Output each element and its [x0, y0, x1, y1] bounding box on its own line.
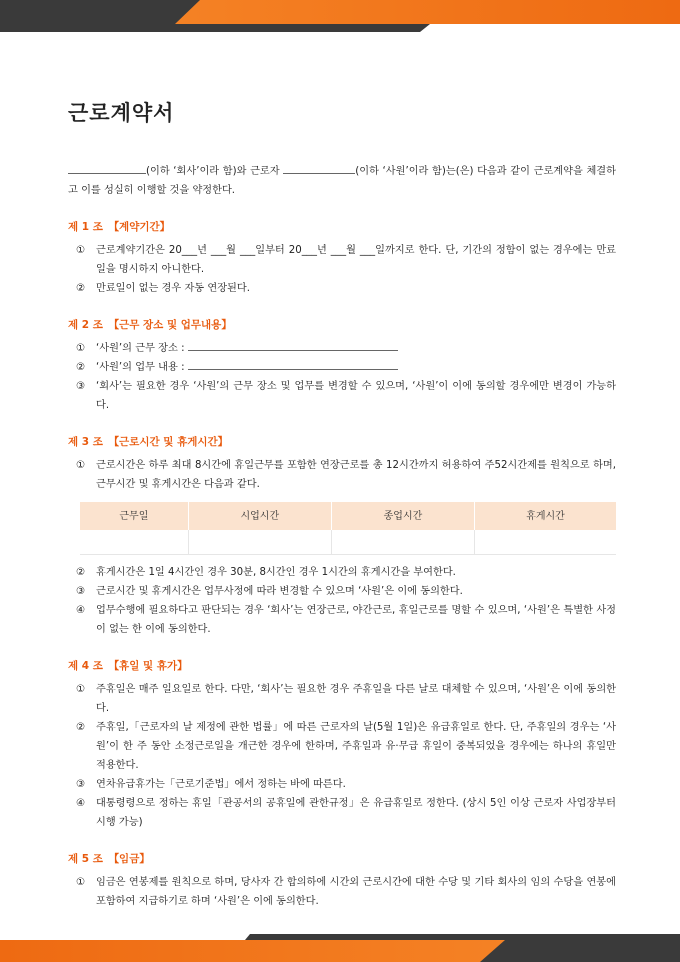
- list-item: ① ‘사원’의 근무 장소 :: [68, 339, 616, 358]
- list-item: ① 주휴일은 매주 일요일로 한다. 다만, ‘회사’는 필요한 경우 주휴일을 다른 날로 대체할 수 있으며, ‘사원’은 이에 동의한다.: [76, 684, 616, 714]
- workday-cell[interactable]: [80, 530, 188, 555]
- article-3: [68, 433, 616, 639]
- article-5-heading: 제 5 조 【임금】: [68, 853, 150, 865]
- article-5: [68, 850, 616, 911]
- work-hours-table: [80, 502, 616, 555]
- list-item: ② 만료일이 없는 경우 자동 연장된다.: [76, 283, 250, 294]
- top-decorative-bar: [0, 0, 680, 32]
- job-description-blank[interactable]: [188, 358, 398, 370]
- table-row: [80, 530, 616, 555]
- end-time-cell[interactable]: [331, 530, 474, 555]
- work-location-blank[interactable]: [188, 339, 398, 351]
- column-header: 종업시간: [331, 502, 474, 530]
- list-item: ② ‘사원’의 업무 내용 :: [68, 358, 616, 377]
- article-2: [68, 316, 616, 415]
- intro-paragraph: (이하 ‘회사’이라 함)와 근로자 (이하 ‘사원’이라 함)는(은) 다음과 같이 근로계약을 체결하고 이를 성실히 이행할 것을 약정한다.: [68, 162, 616, 200]
- article-4: [68, 657, 616, 832]
- article-2-heading: 제 2 조 【근무 장소 및 업무내용】: [68, 319, 232, 331]
- break-time-cell[interactable]: [475, 530, 616, 555]
- employee-name-blank[interactable]: [283, 162, 355, 174]
- column-header: 시업시간: [188, 502, 331, 530]
- list-item: ③ 연차유급휴가는「근로기준법」에서 정하는 바에 따른다.: [76, 779, 346, 790]
- column-header: 근무일: [80, 502, 188, 530]
- page-title: 근로계약서: [68, 101, 175, 125]
- article-1-heading: 제 1 조 【계약기간】: [68, 221, 171, 233]
- list-item: ① 근로시간은 하루 최대 8시간에 휴일근무를 포함한 연장근로를 총 12시간까지 허용하여 주52시간제를 원칙으로 하며, 근무시간 및 휴게시간은 다음과 같다.: [76, 460, 616, 490]
- article-3-heading: 제 3 조 【근로시간 및 휴게시간】: [68, 436, 229, 448]
- table-header-row: [80, 502, 616, 530]
- bottom-decorative-bar: [0, 934, 680, 962]
- start-time-cell[interactable]: [188, 530, 331, 555]
- list-item: ③ 근로시간 및 휴게시간은 업무사정에 따라 변경할 수 있으며 ‘사원’은 이에 동의한다.: [76, 586, 463, 597]
- list-item: ④ 업무수행에 필요하다고 판단되는 경우 ‘회사’는 연장근로, 야간근로, 휴일근로를 명할 수 있으며, ‘사원’은 특별한 사정이 없는 한 이에 동의한다.: [76, 605, 616, 635]
- article-4-heading: 제 4 조 【휴일 및 휴가】: [68, 660, 188, 672]
- column-header: 휴게시간: [475, 502, 616, 530]
- list-item: ③ ‘회사’는 필요한 경우 ‘사원’의 근무 장소 및 업무를 변경할 수 있으며, ‘사원’이 이에 동의할 경우에만 변경이 가능하다.: [76, 381, 616, 411]
- list-item: ② 휴게시간은 1일 4시간인 경우 30분, 8시간인 경우 1시간의 휴게시간을 부여한다.: [76, 567, 456, 578]
- list-item: ① 임금은 연봉제를 원칙으로 하며, 당사자 간 합의하에 시간외 근로시간에 대한 수당 및 기타 회사의 임의 수당을 연봉에 포함하여 지급하기로 하며 ‘사원’은 이에 동의한다.: [76, 877, 616, 907]
- company-name-blank[interactable]: [68, 162, 146, 174]
- list-item: ④ 대통령령으로 정하는 휴일「관공서의 공휴일에 관한규정」은 유급휴일로 정한다. (상시 5인 이상 근로자 사업장부터 시행 가능): [76, 798, 616, 828]
- list-item: ② 주휴일,「근로자의 날 제정에 관한 법률」에 따른 근로자의 날(5월 1일)은 유급휴일로 한다. 단, 주휴일의 경우는 ‘사원’이 한 주 동안 소정근로일을 개근한 경우에 한하며, 주휴일과 유·무급 휴일이 중복되었을 경우에는 하나의 휴일만 적용한다.: [76, 722, 616, 771]
- list-item: ① 근로계약기간은 20___년 ___월 ___일부터 20___년 ___월 ___일까지로 한다. 단, 기간의 정함이 없는 경우에는 만료일을 명시하지 아니한다.: [76, 245, 616, 275]
- article-1: [68, 218, 616, 298]
- document-body: [68, 162, 616, 911]
